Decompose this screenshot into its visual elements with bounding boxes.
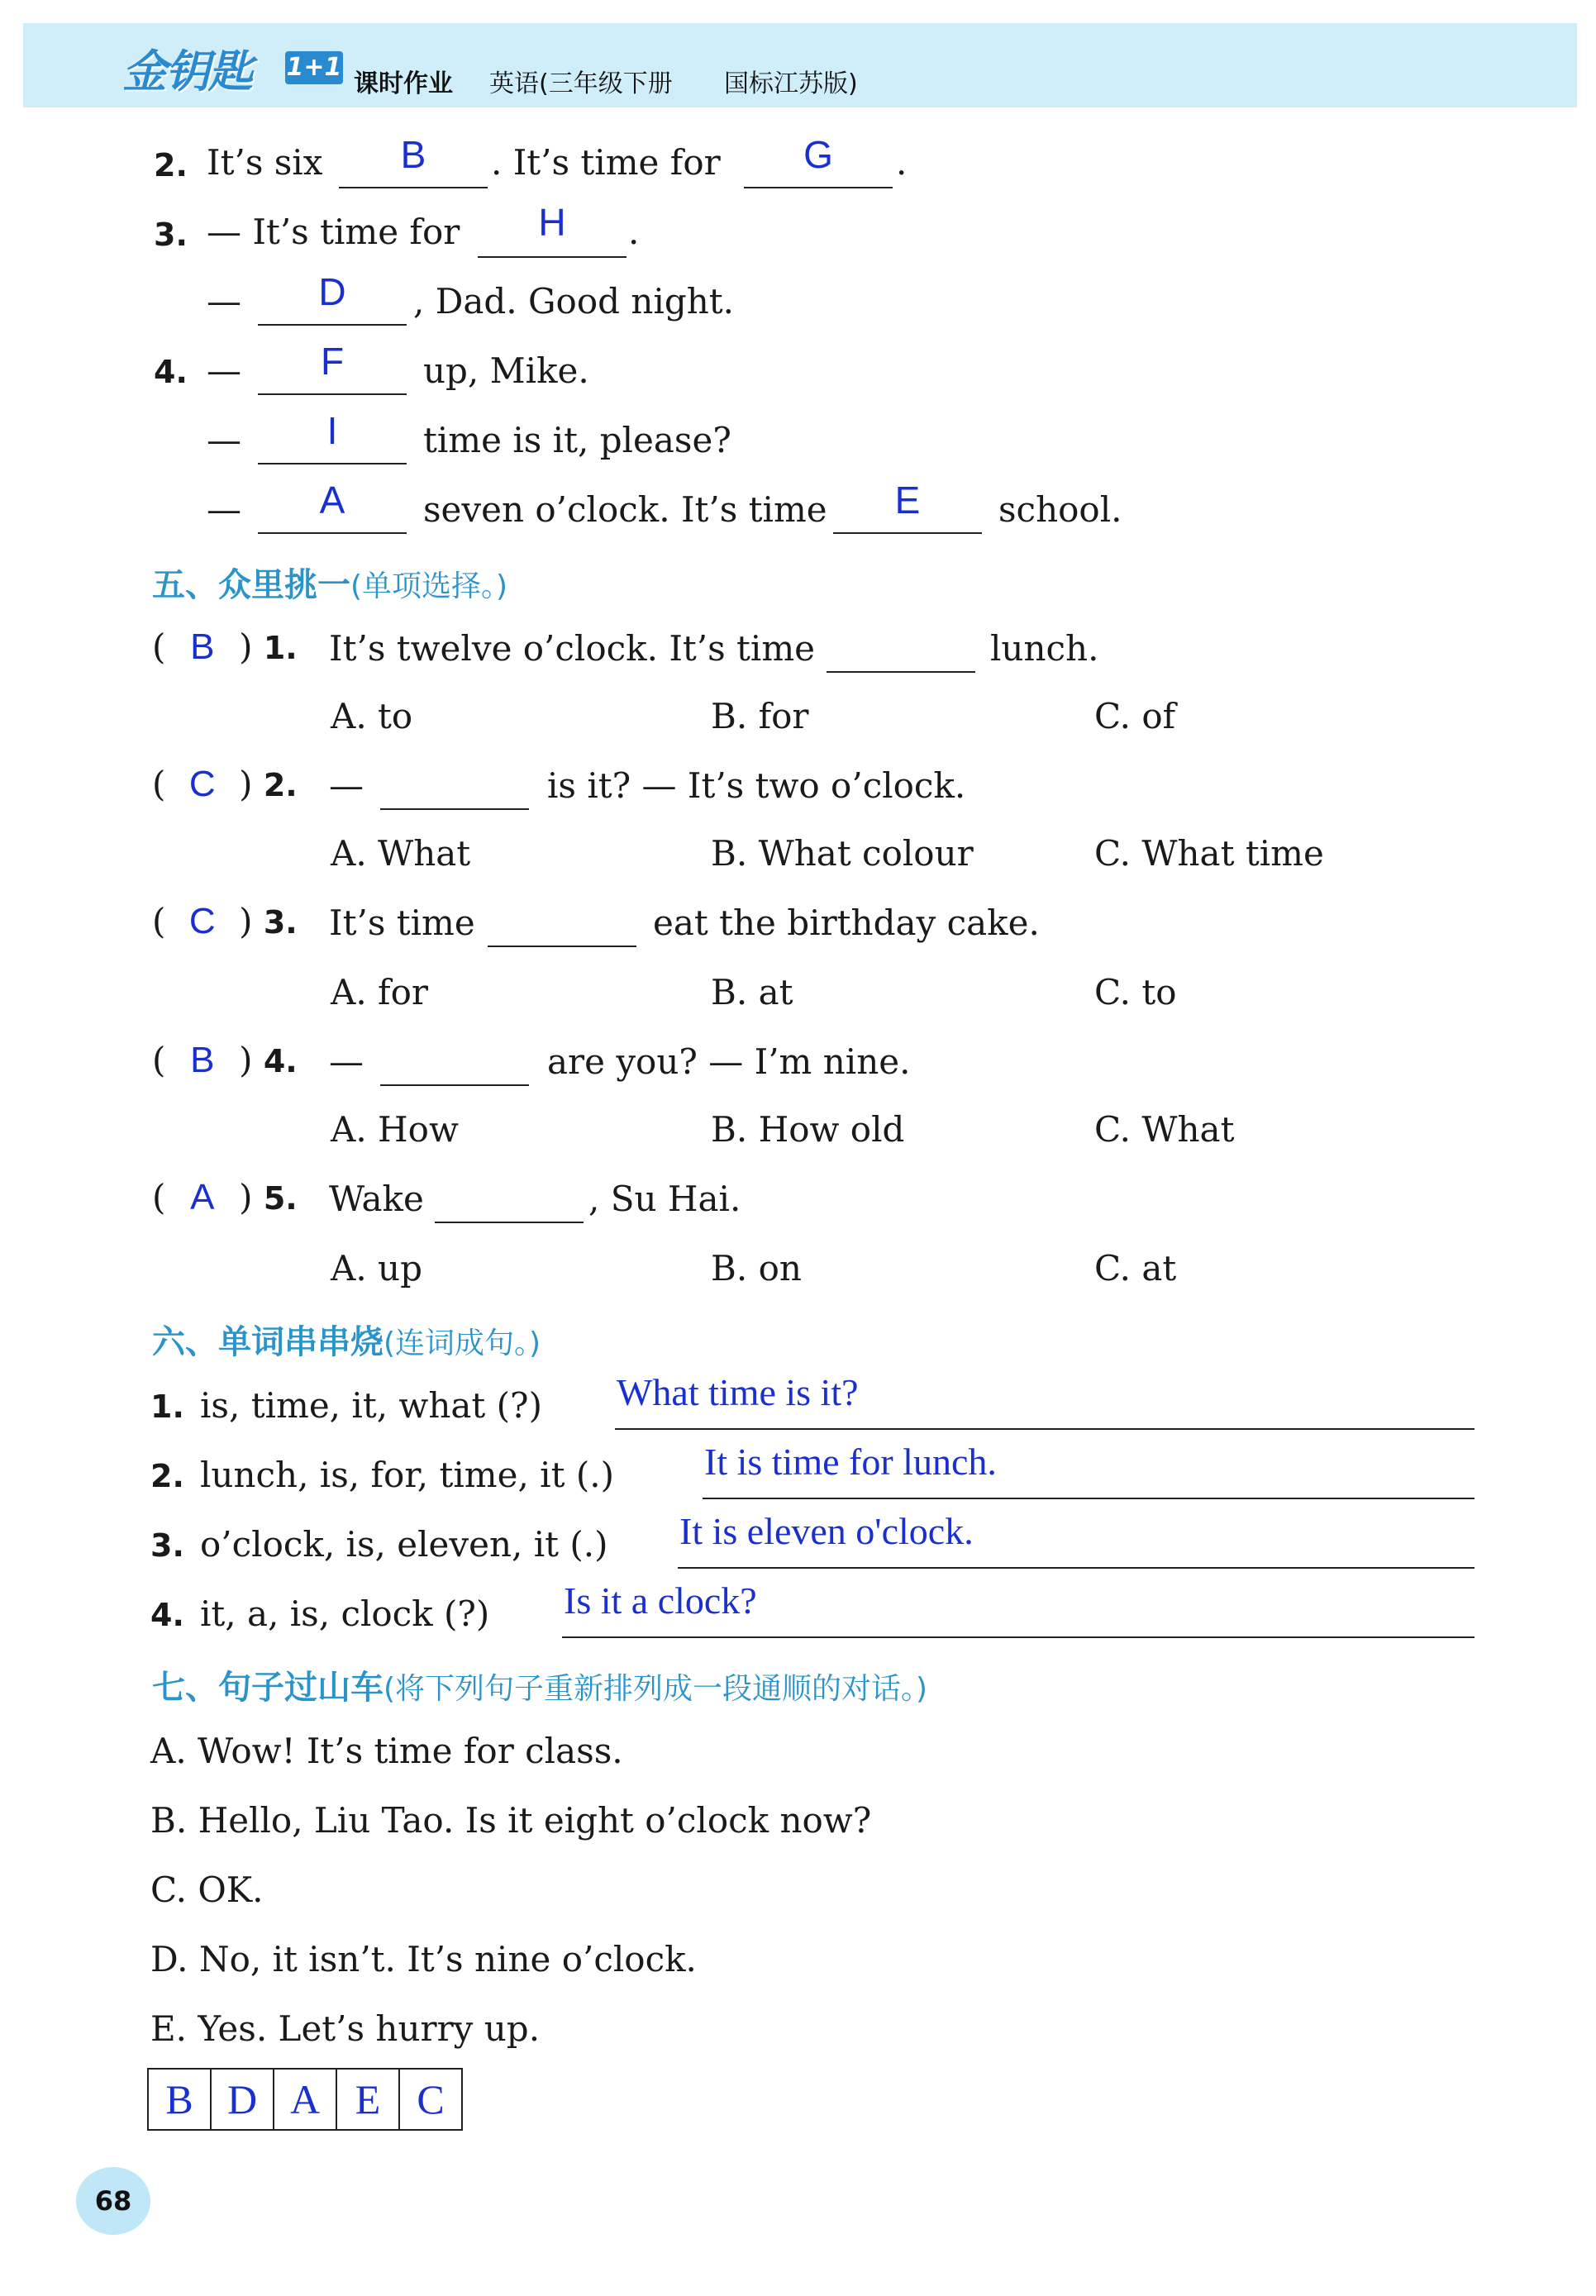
q4-2-answer2: G (803, 133, 833, 176)
s6-2-words: lunch, is, for, time, it (.) (200, 1455, 614, 1495)
order-cell-4: E (337, 2070, 400, 2129)
s5-q5-bracket: ( A ) 5. (152, 1177, 298, 1217)
s5-q4-stem-after: are you? — I’m nine. (547, 1041, 911, 1082)
s5-q3-option-a: A. for (331, 972, 428, 1012)
s6-2-number: 2. (150, 1458, 184, 1494)
s5-q3-bracket: ( C ) 3. (152, 901, 298, 941)
section5-heading (152, 559, 507, 606)
s5-q1-stem: It’s twelve o’clock. It’s time (329, 628, 816, 669)
q4-4-line3b: school. (998, 489, 1122, 530)
s6-3-number: 3. (150, 1527, 184, 1564)
s5-q3-option-c: C. to (1094, 972, 1177, 1012)
order-cell-5: C (417, 2076, 445, 2122)
s5-q5-blank (435, 1222, 584, 1223)
s5-q5-option-a: A. up (331, 1248, 422, 1289)
q4-2-text1: It’s six (207, 142, 323, 183)
section6-subtitle: (连词成句。) (384, 1327, 541, 1360)
q4-4-blank3 (258, 532, 407, 534)
header-subject: 英语(三年级下册 (489, 69, 673, 98)
q4-2-number: 2. (154, 147, 188, 183)
s6-3-words: o’clock, is, eleven, it (.) (200, 1524, 608, 1565)
s7-sentence-d: D. No, it isn’t. It’s nine o’clock. (150, 1939, 697, 1979)
s5-q2-blank (380, 808, 529, 810)
q4-4-dash3: — (207, 489, 241, 530)
s5-q4-option-a: A. How (331, 1109, 459, 1150)
q4-4-line1: up, Mike. (423, 350, 589, 391)
section7-subtitle: (将下列句子重新排列成一段通顺的对话。) (384, 1672, 928, 1706)
s5-q4-number: 4. (263, 1043, 298, 1079)
q4-3-line1-end: . (628, 212, 640, 252)
s6-3-line (678, 1567, 1475, 1569)
s5-q4-stem: — (329, 1041, 364, 1082)
s5-q1-option-a: A. to (331, 696, 413, 736)
s5-q2-stem-after: is it? — It’s two o’clock. (547, 765, 966, 806)
s6-1-words: is, time, it, what (?) (200, 1385, 542, 1426)
s5-q3-answer: C (188, 901, 216, 941)
s5-q2-option-c: C. What time (1094, 833, 1324, 874)
s5-q1-number: 1. (263, 630, 298, 666)
s5-q3-stem-after: eat the birthday cake. (653, 903, 1040, 943)
s7-sentence-e: E. Yes. Let’s hurry up. (150, 2008, 541, 2049)
section6-heading (152, 1316, 541, 1363)
q4-2-blank2 (744, 187, 893, 188)
s5-q4-option-c: C. What (1094, 1109, 1235, 1150)
answer-order-box (147, 2068, 463, 2131)
q4-3-line1: — It’s time for (207, 212, 460, 252)
s5-q3-blank (488, 946, 636, 947)
q4-4-answer3: A (319, 479, 345, 522)
q4-4-dash2: — (207, 420, 241, 460)
q4-2-answer1: B (400, 133, 426, 176)
q4-4-dash1: — (207, 350, 241, 391)
q4-4-blank4 (833, 532, 982, 534)
s6-4-line (562, 1636, 1475, 1638)
s6-1-number: 1. (150, 1389, 184, 1425)
s6-1-line (615, 1428, 1475, 1430)
s5-q1-answer: B (190, 626, 215, 667)
header-series: 课时作业 (354, 69, 453, 98)
q4-4-number: 4. (154, 354, 188, 390)
s6-4-number: 4. (150, 1597, 184, 1633)
q4-2-end: . (896, 142, 908, 183)
order-cell-3: A (274, 2070, 337, 2129)
section7-heading (152, 1661, 927, 1708)
s5-q2-bracket: ( C ) 2. (152, 764, 298, 804)
q4-2-text2: . It’s time for (491, 142, 721, 183)
s5-q2-number: 2. (263, 767, 298, 803)
q4-4-blank1 (258, 393, 407, 395)
section5-title: 五、众里挑一 (152, 566, 350, 604)
s6-2-answer: It is time for lunch. (704, 1441, 997, 1483)
q4-3-number: 3. (154, 217, 188, 253)
s5-q5-option-b: B. on (711, 1248, 802, 1289)
s5-q5-answer: A (190, 1177, 215, 1217)
brand-logo: 金钥匙 (122, 45, 251, 98)
q4-4-line2: time is it, please? (423, 420, 731, 460)
s5-q4-blank (380, 1084, 529, 1086)
s6-4-answer: Is it a clock? (564, 1579, 757, 1622)
page-number: 68 (76, 2167, 150, 2235)
s5-q1-option-b: B. for (711, 696, 809, 736)
q4-4-answer4: E (894, 479, 921, 522)
s5-q5-option-c: C. at (1094, 1248, 1177, 1289)
s5-q2-stem: — (329, 765, 364, 806)
s6-4-words: it, a, is, clock (?) (200, 1593, 490, 1634)
s7-sentence-b: B. Hello, Liu Tao. Is it eight o’clock now? (150, 1800, 872, 1841)
s5-q3-option-b: B. at (711, 972, 793, 1012)
s5-q1-blank (827, 671, 975, 673)
q4-3-blank1 (478, 256, 626, 258)
s5-q3-number: 3. (263, 904, 298, 941)
s6-1-answer: What time is it? (617, 1371, 859, 1413)
s5-q2-option-a: A. What (331, 833, 471, 874)
s5-q5-number: 5. (263, 1180, 298, 1217)
q4-4-answer1: F (320, 340, 345, 383)
q4-4-line3a: seven o’clock. It’s time (423, 489, 827, 530)
s5-q4-answer: B (190, 1040, 215, 1080)
q4-3-line2: , Dad. Good night. (413, 281, 735, 322)
s5-q2-answer: C (188, 764, 216, 804)
s5-q5-stem-after: , Su Hai. (588, 1179, 741, 1219)
s5-q4-option-b: B. How old (711, 1109, 905, 1150)
section7-title: 七、句子过山车 (152, 1669, 384, 1707)
s5-q3-stem: It’s time (329, 903, 475, 943)
order-cell-1: B (149, 2070, 212, 2129)
s5-q1-option-c: C. of (1094, 696, 1176, 736)
header-edition: 国标江苏版) (724, 69, 858, 98)
brand-badge: 1+1 (285, 51, 343, 84)
q4-4-answer2: I (326, 409, 338, 452)
q4-3-answer2: D (318, 270, 346, 313)
q4-2-blank1 (339, 187, 488, 188)
order-cell-2: D (212, 2070, 274, 2129)
q4-3-answer1: H (538, 201, 566, 244)
s7-sentence-c: C. OK. (150, 1870, 264, 1910)
s5-q5-stem: Wake (329, 1179, 424, 1219)
q4-3-blank2 (258, 324, 407, 326)
s6-2-line (703, 1498, 1475, 1499)
q4-4-blank2 (258, 463, 407, 464)
section5-subtitle: (单项选择。) (350, 569, 508, 603)
section6-title: 六、单词串串烧 (152, 1323, 384, 1361)
s5-q1-stem-after: lunch. (990, 628, 1099, 669)
s5-q2-option-b: B. What colour (711, 833, 974, 874)
s7-sentence-a: A. Wow! It’s time for class. (150, 1731, 623, 1771)
s6-3-answer: It is eleven o'clock. (679, 1510, 974, 1552)
s5-q1-bracket: ( B ) 1. (152, 626, 298, 667)
s5-q4-bracket: ( B ) 4. (152, 1040, 298, 1080)
q4-3-dash2: — (207, 281, 241, 322)
